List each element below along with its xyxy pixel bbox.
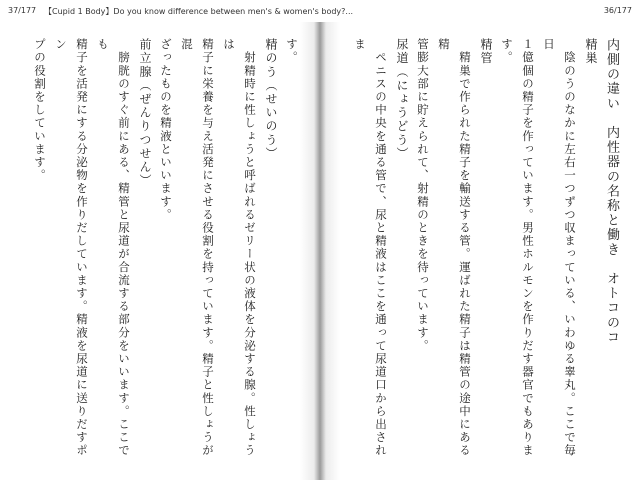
book-title: 【Cupid 1 Body】Do you know difference between men's & women's body?... (44, 7, 354, 16)
reader-header (0, 0, 640, 22)
body-line: ペニスの中央を通る管で、尿と精液はここを通って尿道口から出されま (353, 38, 388, 458)
term-heading: 精のう（せいのう） (264, 38, 278, 161)
body-line: す。 (285, 38, 299, 65)
body-line: 射精時に性しょうと呼ばれるゼリー状の液体を分泌する腺。性しょうは (222, 38, 257, 458)
left-page-number: 37/177 (8, 6, 37, 15)
body-line: プの役割をしています。 (33, 38, 47, 183)
right-page-text (342, 38, 622, 468)
body-line: 精子を活発にする分泌物を作りだしています。精液を尿道に送りだすポン (54, 38, 89, 458)
term-heading: 精管 (479, 38, 493, 66)
body-line: 精巣で作られた精子を輸送する管。運ばれた精子は精管の途中にある精 (437, 38, 472, 458)
right-page-number: 36/177 (603, 6, 632, 15)
body-line: 膀胱のすぐ前にある、精管と尿道が合流する部分をいいます。ここでも (96, 38, 131, 458)
body-line: １億個の精子を作っています。男性ホルモンを作りだす器官でもあります。 (500, 38, 535, 458)
left-page[interactable] (0, 22, 320, 480)
right-page[interactable] (320, 22, 640, 480)
left-page-text (33, 38, 302, 468)
body-line: 精子に栄養を与え活発にさせる役割を持っています。精子と性しょうが混 (180, 38, 215, 458)
term-heading: 精巣 (584, 38, 598, 66)
term-heading: 尿道（にょうどう） (395, 38, 409, 161)
body-line: 陰のうのなかに左右一つずつ収まっている、いわゆる睾丸。ここで毎日 (542, 38, 577, 458)
body-line: 管膨大部に貯えられて、射精のときを待っています。 (416, 38, 430, 353)
term-heading: 前立腺（ぜんりつせん） (138, 38, 152, 188)
chapter-heading: 内側の違い 内性器の名称と働き オトコのコ (604, 38, 619, 345)
body-line: ざったものを精液といいます。 (159, 38, 173, 222)
